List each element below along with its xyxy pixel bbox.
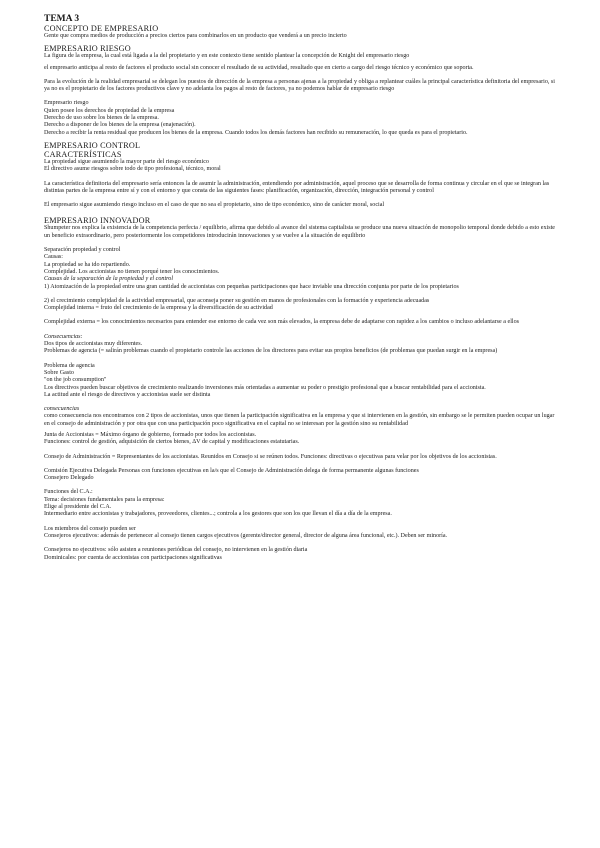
paragraph: Consejeros ejecutivos: además de pertenecer al consejo tienen cargos ejecutivos (gerente/director general, director de alguna área funcional, etc.). Deben ser minoría. <box>44 532 448 539</box>
list-item: Problemas de agencia (= salirán problemas cuando el propietario controle las acciones de los directores para evitar sus propios beneficios (de problemas que puedan surgir en la empresa) <box>44 348 498 355</box>
heading-control: EMPRESARIO CONTROL <box>44 140 141 150</box>
subtitle: "on the job consumption" <box>44 377 107 384</box>
subheading-caracteristicas: CARACTERÍSTICAS <box>44 149 122 159</box>
list-title: Empresario riesgo <box>44 100 89 107</box>
list-item: Derecho a disponer de los bienes de la empresa (enajenación). <box>44 122 196 129</box>
list-item: 1) Atomización de la propiedad entre una gran cantidad de accionistas con pequeñas participaciones que hace inviable una dirección conjunta por parte de los propietarios <box>44 283 459 290</box>
section-title: Los miembros del consejo pueden ser <box>44 525 136 532</box>
list-item: La propiedad se ha ido repartiendo. <box>44 261 131 268</box>
heading-riesgo: EMPRESARIO RIESGO <box>44 44 131 54</box>
paragraph: Complejidad externa = los conocimientos necesarios para entender ese entorno de cada vez son más elevados, la empresa debe de adaptarse con rapidez a los cambios o incluso adelantarse a ellos <box>44 319 520 326</box>
paragraph: Funciones: control de gestión, adquisición de ciertos bienes, ΔV de capital y modificaciones estatutarias. <box>44 439 300 446</box>
section-title: Problema de agencia <box>44 362 95 369</box>
heading-concepto: CONCEPTO DE EMPRESARIO <box>44 24 159 33</box>
list-item: Quien posee los derechos de propiedad de la empresa <box>44 107 175 114</box>
heading-innovador: EMPRESARIO INNOVADOR <box>44 216 151 226</box>
section-title: Separación propiedad y control <box>44 247 121 254</box>
paragraph: Los directivos pueden buscar objetivos de crecimiento realizando inversiones más orientadas a aumentar su poder o prestigio profesional que a buscar rentabilidad para el accionista. <box>44 384 486 391</box>
paragraph: Consejeros no ejecutivos: sólo asisten a reuniones periódicas del consejo, no intervienen en la gestión diaria <box>44 547 308 554</box>
paragraph: La característica definitoria del empresario sería entonces la de asumir la administración, entendiendo por administración, aquel proceso que se desarrolla de forma continua y circular en el que se integran las distintas partes de la empresa entre sí y con el entorno y que consta de las siguientes fases: planificación, organización, dirección, integración personal y control <box>44 180 550 194</box>
section-title: consecuencias <box>44 406 80 413</box>
list-item: Complejidad. Los accionistas no tienen porqué tener los conocimientos. <box>44 268 220 275</box>
list-title: Causas: <box>44 254 63 261</box>
list-item: Dos tipos de accionistas muy diferentes. <box>44 341 143 348</box>
definition-text: Gente que compra medios de producción a precios ciertos para combinarlos en un producto que venderá a un precio incierto <box>44 33 347 39</box>
paragraph: como consecuencia nos encontramos con 2 tipos de accionistas, unos que tienen la participación significativa en la empresa y que si intervienen en la gestión, sin embargo se le permiten pueden ocupar un lugar en el consejo de administración y por otra que con una participación poco significativa en el capital no se interesan por la gestión sino su rentabilidad <box>44 413 555 427</box>
list-item: Intermediario entre accionistas y trabajadores, proveedores, clientes...; controla a los gestores que son los que llevan el día a día de la empresa. <box>44 511 392 518</box>
paragraph: Comisión Ejecutiva Delegada Personas con funciones ejecutivas en la/s que el Consejo de Administración delega de forma permanente algunas funciones <box>44 467 419 474</box>
list-title: Consecuencias: <box>44 333 83 340</box>
section-title: Funciones del C.A.: <box>44 489 93 496</box>
paragraph: Consejero Delegado <box>44 475 94 482</box>
list-item: Causas de la separación de la propiedad y el control <box>44 276 174 283</box>
paragraph: La actitud ante el riesgo de directivos y accionistas suele ser distinta <box>44 391 211 398</box>
paragraph: 2) el crecimiento complejidad de la actividad empresarial, que aconseja poner su gestión en manos de profesionales con la formación y experiencia adecuadas <box>44 297 430 304</box>
list-item: El directivo asume riesgos sobre todo de tipo profesional, técnico, moral <box>44 166 221 173</box>
paragraph: Junta de Accionistas = Máximo órgano de gobierno, formado por todos los accionistas. <box>44 431 257 438</box>
paragraph: La figura de la empresa, la cual está ligada a la del propietario y en este contexto tiene sentido plantear la concepción de Knight del empresario riesgo <box>44 53 410 60</box>
paragraph: Dominicales: por cuenta de accionistas con participaciones significativas <box>44 554 222 561</box>
list-item: Elige al presidente del C.A. <box>44 504 112 511</box>
list-item: La propiedad sigue asumiendo la mayor parte del riesgo económico <box>44 158 209 165</box>
subtitle: Sobre Gasto <box>44 369 74 376</box>
paragraph: El empresario sigue asumiendo riesgo incluso en el caso de que no sea el propietario, sino de tipo económico, sino de carácter moral, social <box>44 202 385 209</box>
paragraph: Consejo de Administración = Representantes de los accionistas. Reunidos en Consejo si se reúnen todos. Funciones: directivas o ejecutivas para velar por los objetivos de los accionistas. <box>44 453 497 460</box>
paragraph: Complejidad interna = fruto del crecimiento de la empresa y la diversificación de su actividad <box>44 305 273 312</box>
document-title: TEMA 3 <box>44 14 80 24</box>
paragraph: el empresario anticipa al resto de factores el producto social sin conocer el resultado de su actividad, resultado que en cierto a cargo del riesgo técnico y económico que soporta. <box>44 64 474 71</box>
paragraph: Shumpeter nos explica la existencia de la competencia perfecta / equilibrio, afirma que debido al avance del sistema capitalista se produce una nueva situación de monopolio temporal donde debido a esto existe un beneficio extraordinario, pero posteriormente los competidores introducirán innovaciones y se vuelve a la situación de equilibrio <box>44 225 556 239</box>
paragraph: Para la evolución de la realidad empresarial se delegan los puestos de dirección de la empresa a personas ajenas a la propiedad y obliga a replantear cuáles la principal característica definitoria del empresario, si ya no es el propietario de los factores productivos clave y no adelanta los pagos al resto de factores, ya no podemos hablar de empresario riesgo <box>44 78 555 93</box>
list-item: Derecho de uso sobre los bienes de la empresa. <box>44 115 159 122</box>
list-item: Tema: decisiones fundamentales para la empresa: <box>44 496 165 503</box>
list-item: Derecho a recibir la renta residual que producen los bienes de la empresa. Cuando todos los demás factores han recibido su remuneración, lo que queda es para el propietario. <box>44 129 468 136</box>
